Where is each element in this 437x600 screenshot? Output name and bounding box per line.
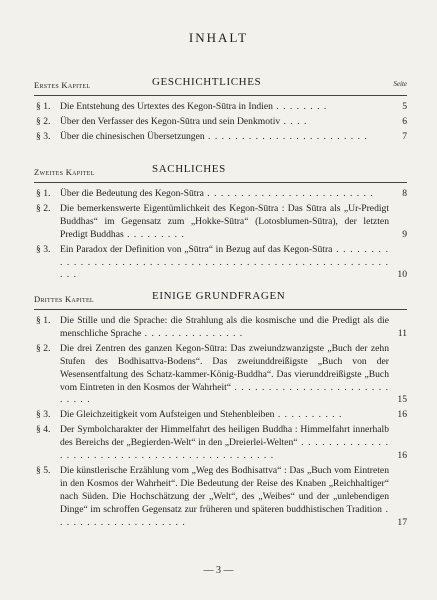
entry-leader: . . . . . . . . xyxy=(272,101,328,112)
entry-number: § 3. xyxy=(36,243,51,255)
entry-leader: . . . . . . . . . . . . . . . . . . . . . . . . . xyxy=(203,188,374,199)
entry-number: § 3. xyxy=(36,409,51,421)
entry-number: § 1. xyxy=(36,101,51,112)
chapter-rule xyxy=(34,309,407,310)
entry-page: 6 xyxy=(402,115,407,127)
seite-label: Seite xyxy=(393,80,407,88)
entry-number: § 2. xyxy=(36,342,51,354)
toc-entry[interactable] xyxy=(34,343,407,408)
chapter-label: Zweites Kapitel xyxy=(34,167,95,177)
entry-page: 10 xyxy=(397,269,407,281)
toc-entry[interactable] xyxy=(34,409,407,422)
entry-page: 16 xyxy=(397,450,407,462)
chapter-label: Erstes Kapitel xyxy=(34,80,91,90)
entry-leader: . . . . . . . . . . . . . . . . . . . . . . . . . . . . . . . . . . . . . . . . . . . . . . . . . . . . . . . . . . . xyxy=(60,243,390,281)
toc-entry[interactable] xyxy=(34,465,407,530)
chapter-rule xyxy=(34,182,407,183)
entry-leader: . . . . . . . . . . . . . . . . . . . . . . . . . . . . . . . . . . . . . . . . . . . . . xyxy=(60,437,389,462)
entry-number: § 5. xyxy=(36,464,51,476)
entry-leader: . . . . . . . . . . . . . . . . . . . . xyxy=(60,503,390,528)
entry-title: Über die Bedeutung des Kegon-Sūtra xyxy=(60,188,204,199)
entry-title: Die Entstehung des Urtextes des Kegon-Sūtra in Indien xyxy=(60,101,273,112)
entry-title: Die drei Zentren des ganzen Kegon-Sūtra: Das zweiundzwanzigste „Buch der zehn Stufen des Bodhisattva-Bodens“. Das zweiunddreißigste „Buch von der Wesensentfaltung des Schatz-kammer-König-Buddha“. Das vierunddreißigste „Buch vom Eintreten in den Kosmos der Wahrheit“ xyxy=(60,342,389,393)
entry-leader: . . . . . . . . . . . . . . . xyxy=(141,327,244,339)
toc-entry[interactable] xyxy=(34,116,407,129)
entry-number: § 1. xyxy=(36,188,51,199)
entry-leader: . . . . . . . . . . xyxy=(274,409,343,421)
entry-title: Über den Verfasser des Kegon-Sūtra und sein Denkmotiv xyxy=(60,115,281,127)
chapter-heading xyxy=(34,290,407,308)
chapter-2 xyxy=(34,163,407,284)
entry-number: § 2. xyxy=(36,115,51,127)
toc-entry[interactable] xyxy=(34,244,407,283)
entry-number: § 1. xyxy=(36,315,51,326)
entry-page: 7 xyxy=(402,130,407,142)
entry-leader: . . . . . . . . . . . . . . . . . . . . . . . . xyxy=(204,130,368,142)
entry-title: Der Symbolcharakter der Himmelfahrt des heiligen Buddha : Himmelfahrt innerhalb des Bereichs der „Begierden-Welt“ in den „Dreierlei-Welten“ xyxy=(60,424,389,449)
chapter-name: EINIGE GRUNDFRAGEN xyxy=(152,290,286,302)
chapter-1 xyxy=(34,76,407,146)
chapter-3 xyxy=(34,290,407,532)
entry-leader: . . . . . . . . . xyxy=(123,228,185,240)
entry-title: Über die chinesischen Übersetzungen xyxy=(60,130,205,142)
entry-number: § 2. xyxy=(36,202,51,214)
entry-page: 11 xyxy=(397,327,407,339)
entry-page: 8 xyxy=(402,188,407,199)
toc-entry[interactable] xyxy=(34,203,407,242)
entry-page: 17 xyxy=(397,516,407,528)
chapter-rule xyxy=(34,95,407,96)
entry-title: Die künstlerische Erzählung vom „Weg des Bodhisattva“ : Das „Buch vom Eintreten in den Kosmos der Wahrheit“. Die Bedeutung der Reise des Knaben „Reichhaltiger“ nach Süden. Die Hochschätzung der „Welt“, des „Weibes“ und der „unlebendigen Dinge“ im schroffen Gegensatz zur früheren und späteren buddhistischen Tradition xyxy=(60,464,389,515)
entry-page: 9 xyxy=(402,228,407,240)
entry-number: § 4. xyxy=(36,424,51,436)
chapter-name: GESCHICHTLICHES xyxy=(152,76,262,88)
entry-page: 15 xyxy=(397,394,407,406)
toc-entry[interactable] xyxy=(34,101,407,114)
entry-leader: . . . . xyxy=(280,115,308,127)
chapter-name: SACHLICHES xyxy=(152,163,226,175)
toc-entry[interactable] xyxy=(34,188,407,201)
toc-entry[interactable] xyxy=(34,315,407,341)
entry-number: § 3. xyxy=(36,130,51,142)
entry-page: 16 xyxy=(397,409,407,421)
chapter-heading xyxy=(34,163,407,181)
toc-entry[interactable] xyxy=(34,424,407,463)
entry-title: Ein Paradox der Definition von „Sūtra“ in Bezug auf das Kegon-Sūtra xyxy=(60,243,333,255)
page-title: INHALT xyxy=(188,30,249,45)
page-number: — 3 — xyxy=(203,565,234,576)
entry-title: Die bemerkenswerte Eigentümlichkeit des Kegon-Sūtra : Das Sūtra als „Ur-Predigt Buddhas“ im Gegensatz zum „Hokke-Sūtra“ (Lotosblumen-Sūtra), der letzten Predigt Buddhas xyxy=(60,202,389,240)
entry-page: 5 xyxy=(402,101,407,112)
chapter-label: Drittes Kapitel xyxy=(34,294,94,304)
entry-title: Die Gleichzeitigkeit vom Aufsteigen und Stehenbleiben xyxy=(60,409,275,421)
toc-entry[interactable] xyxy=(34,131,407,144)
chapter-heading xyxy=(34,76,407,94)
entry-title: Die Stille und die Sprache: die Strahlung als die kosmische und die Predigt als die menschliche Sprache xyxy=(60,315,389,339)
entry-leader: . . . . . . . . . . . . . . . . . . . . . . . . . . . . xyxy=(60,381,390,406)
